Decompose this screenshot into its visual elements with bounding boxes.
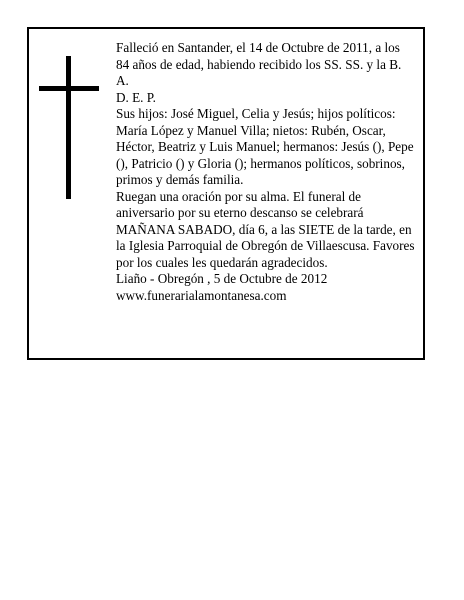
family-list: Sus hijos: José Miguel, Celia y Jesús; hijos políticos: María López y Manuel Villa; nietos: Rubén, Oscar, Héctor, Beatriz y Luis Manuel; hermanos: Jesús (), Pepe (), Patricio () y Gloria (); hermanos políticos, sobrinos, primos y demás familia. [116,106,414,187]
death-announcement: Falleció en Santander, el 14 de Octubre de 2011, a los 84 años de edad, habiendo recibido los SS. SS. y la B. A. [116,40,402,88]
website-text: www.funerarialamontanesa.com [116,287,287,303]
cross-icon [39,56,99,199]
obituary-notice [27,27,425,360]
cross-vertical-bar [66,56,71,199]
cross-horizontal-bar [39,86,99,91]
place-date: Liaño - Obregón , 5 de Octubre de 2012 [116,271,328,286]
rip-text: D. E. P. [116,89,156,105]
notice-text [116,40,416,304]
funeral-details: Ruegan una oración por su alma. El funeral de aniversario por su eterno descanso se celebrará MAÑANA SABADO, día 6, a las SIETE de la tarde, en la Iglesia Parroquial de Obregón de Villaescusa. Favores por los cuales les quedarán agradecidos. [116,188,415,270]
